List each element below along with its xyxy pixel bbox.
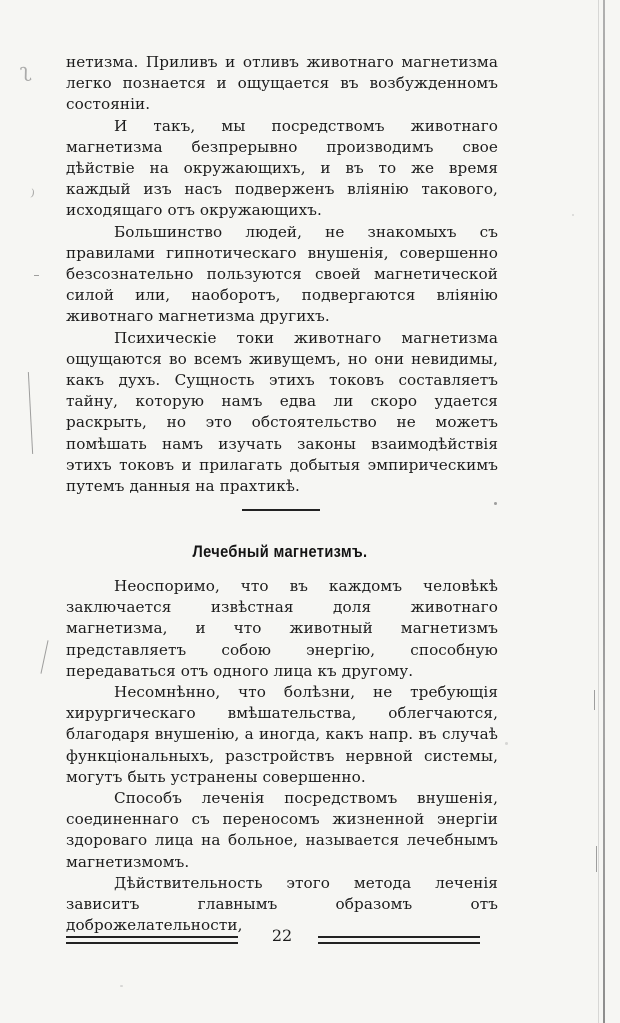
section-heading: Лечебный магнетизмъ. [192,542,368,561]
paragraph: Большинство людей, не знакомыхъ съ правилами гипнотическаго внушенія, совершенно безсознательно пользуются своей магнетической силой или, наоборотъ, подвергаются вліянію животнаго магнетизма другихъ. [66,222,498,326]
margin-mark [28,372,33,454]
footer-rule-left [66,936,238,944]
paragraph: нетизма. Приливъ и отливъ животнаго магнетизма легко познается и ощущается въ возбужденномъ состояніи. [66,53,498,114]
paragraph: Неоспоримо, что въ каждомъ человѣкѣ заключается извѣстная доля животнаго магнетизма, и что животный магнетизмъ представляетъ собою энергію, способную передаваться отъ одного лица къ другому. [66,577,498,680]
paragraph: Дѣйствительность этого метода леченія зависитъ главнымъ образомъ отъ доброжелательности, [66,873,498,935]
margin-mark [494,502,497,505]
paragraph: Психическіе токи животнаго магнетизма ощущаются во всемъ живущемъ, но они невидимы, какъ духъ. Сущность этихъ токовъ составляетъ тайну, которую намъ едва ли скоро удается раскрыть, но это обстоятельство не можетъ помѣшать намъ изучать законы взаимодѣйствія этихъ токовъ и прилагать добытыя эмпирическимъ путемъ данныя на прахтикѣ. [66,328,498,496]
paragraph: Способъ леченія посредствомъ внушенія, соединеннаго съ переносомъ жизненной энергіи здороваго лица на больное, называется лечебнымъ магнетизмомъ. [66,789,498,871]
footer-rule-right [318,936,480,944]
body-text-bottom [66,576,498,936]
paper-speck [120,985,123,987]
pencil-mark-icon: ʅ [17,57,33,83]
margin-mark [40,640,48,673]
paper-speck [505,742,508,745]
binding-edge [603,0,605,1023]
margin-mark [594,690,595,710]
body-text-top [66,52,498,497]
section-separator [242,509,320,511]
margin-mark [596,846,597,872]
binding-shadow [598,0,599,1023]
paragraph: Несомнѣнно, что болѣзни, не требующія хирургическаго вмѣшательства, облегчаются, благодаря внушенію, а иногда, какъ напр. въ случаѣ функціональныхъ, разстройствъ нервной системы, могутъ быть устранены совершенно. [66,683,498,786]
pencil-mark-icon: ⁾ [28,185,36,208]
page-number: 22 [271,926,293,945]
margin-mark [34,275,39,276]
paragraph: И такъ, мы посредствомъ животнаго магнетизма безпрерывно производимъ свое дѣйствіе на окружающихъ, и въ то же время каждый изъ насъ подверженъ вліянію такового, исходящаго отъ окружающихъ. [66,116,498,220]
paper-speck [572,214,574,216]
